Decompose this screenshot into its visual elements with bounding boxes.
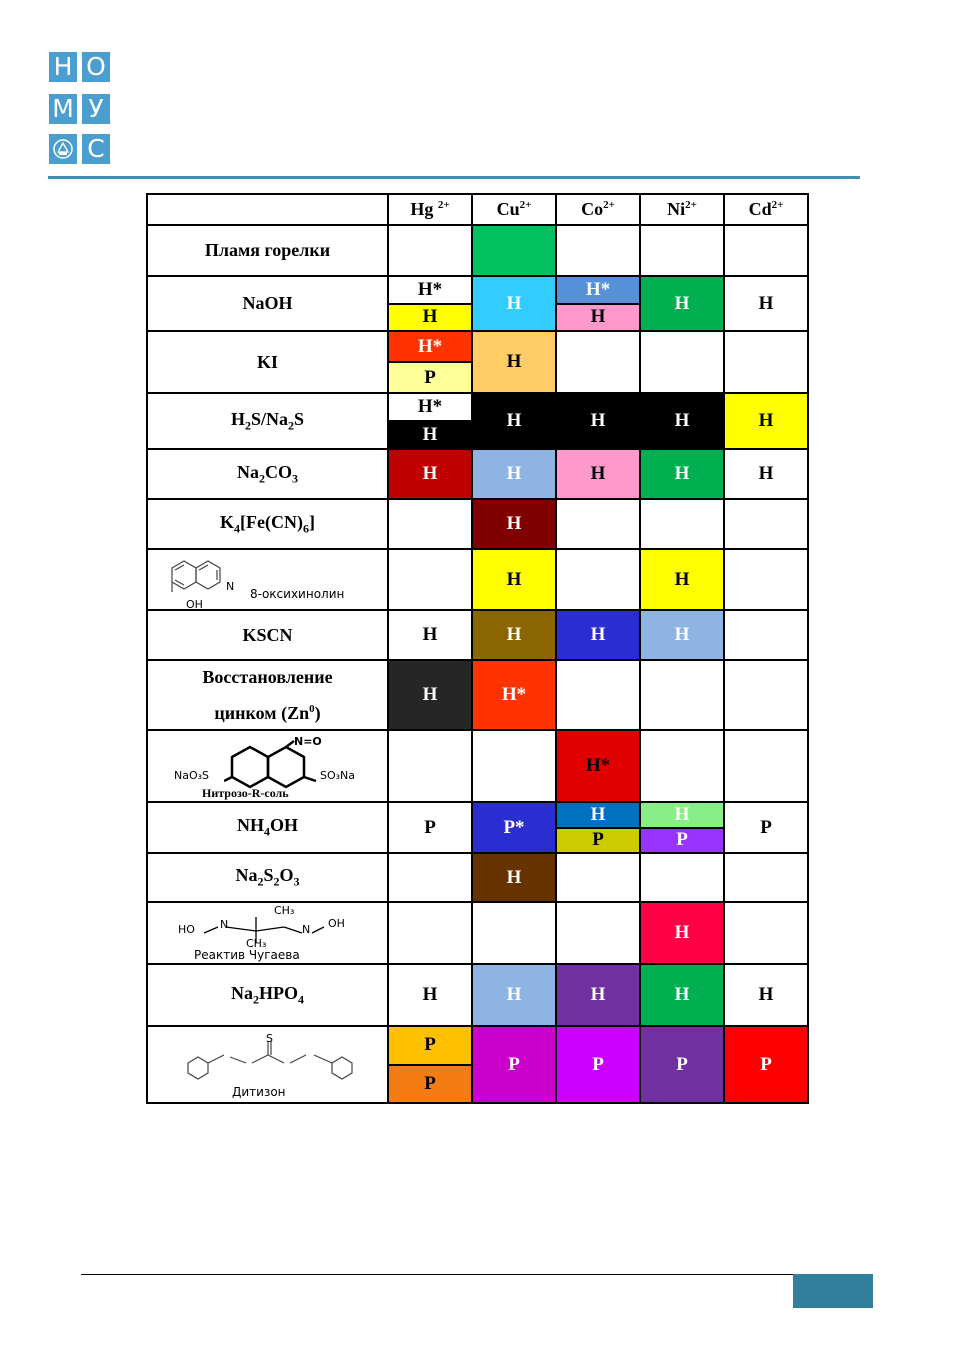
table-row: [147, 449, 808, 499]
sulfonate-right-label: SO₃Na: [320, 769, 356, 782]
cell-result: Н: [640, 393, 724, 449]
row-label: KI: [147, 331, 388, 393]
oxyquinoline-structure: [148, 550, 387, 609]
cell-empty: [724, 730, 808, 802]
table-row: [147, 549, 808, 610]
cell-result: Н*: [472, 660, 556, 730]
table-row: [147, 730, 808, 802]
table-row: [147, 393, 808, 449]
row-label: KSCN: [147, 610, 388, 660]
nitroso-r-salt-structure: [148, 731, 387, 801]
structure-caption: Нитрозо-R-соль: [202, 786, 289, 800]
cell-empty: [640, 853, 724, 902]
cell-result: Н: [388, 964, 472, 1026]
cell-empty: [556, 225, 640, 276]
cell-result: Н: [640, 902, 724, 964]
row-label-line: Восстановление: [202, 667, 333, 687]
table-row: [147, 1026, 808, 1103]
cell-result: Н: [556, 610, 640, 660]
structure-caption: 8-оксихинолин: [250, 587, 345, 601]
cell-split: [388, 393, 472, 449]
nitroso-group-label: N=O: [294, 735, 322, 748]
cell-empty: [640, 660, 724, 730]
n-label: N: [226, 580, 235, 593]
table-row: [147, 964, 808, 1026]
cell-result: Р: [641, 827, 723, 853]
column-header-cu: $Cu^{2+}$: [472, 194, 556, 225]
header-rule: [48, 176, 860, 179]
emblem-icon: [49, 134, 77, 164]
cell-result: Н: [472, 853, 556, 902]
cell-result: Н*: [557, 277, 639, 303]
cell-result: Н: [472, 549, 556, 610]
cell-result: Н: [472, 276, 556, 331]
cell-result: Р*: [472, 802, 556, 853]
cell-empty: [556, 902, 640, 964]
cell-result: Н: [389, 420, 471, 448]
cell-empty: [388, 225, 472, 276]
structure-caption: Реактив Чугаева: [194, 948, 300, 962]
cell-empty: [556, 660, 640, 730]
cell-result: Р: [388, 802, 472, 853]
column-header-ni: $Ni^{2+}$: [640, 194, 724, 225]
cell-result: Н: [724, 276, 808, 331]
row-label: $Na_2CO_3$: [147, 449, 388, 499]
cell-result: Н*: [389, 332, 471, 361]
cell-result: Н: [556, 393, 640, 449]
cell-empty: [556, 853, 640, 902]
cell-empty: [724, 660, 808, 730]
cell-empty: [472, 902, 556, 964]
sulfonate-left-label: NaO₃S: [174, 769, 210, 782]
cell-split: [388, 1026, 472, 1103]
cell-result: Н: [556, 964, 640, 1026]
cell-split: [388, 276, 472, 331]
cell-empty: [388, 549, 472, 610]
cell-result: Н: [724, 449, 808, 499]
cell-empty: [388, 730, 472, 802]
oh-label: OH: [186, 598, 203, 611]
cell-empty: [724, 225, 808, 276]
cell-result: Н: [389, 303, 471, 331]
ion-reactions-table: [146, 193, 809, 1104]
cell-result: Р: [640, 1026, 724, 1103]
logo-tile: М: [49, 94, 77, 124]
row-label: [147, 660, 388, 730]
table-row: [147, 225, 808, 276]
cell-result: Н: [388, 660, 472, 730]
sulfur-label: S: [266, 1032, 273, 1045]
header-row: [147, 194, 808, 225]
cell-result: Н: [472, 964, 556, 1026]
row-label: $NH_4OH$: [147, 802, 388, 853]
dithizone-structure: [148, 1027, 387, 1102]
cell-result: Р: [472, 1026, 556, 1103]
cell-result: Н: [557, 303, 639, 331]
cell-result: Н*: [556, 730, 640, 802]
row-label: Пламя горелки: [147, 225, 388, 276]
structure-caption: Дитизон: [232, 1085, 286, 1099]
cell-empty: [556, 549, 640, 610]
cell-result: Н: [640, 964, 724, 1026]
ho-label: HO: [178, 923, 195, 936]
cell-result: Р: [389, 361, 471, 392]
n-label: N: [220, 918, 229, 931]
row-label: $K_4[Fe(CN)_6]$: [147, 499, 388, 549]
row-label: $H_2S/Na_2S$: [147, 393, 388, 449]
table-row: [147, 660, 808, 730]
table-row: [147, 499, 808, 549]
cell-empty: [724, 853, 808, 902]
cell-result: Р: [557, 827, 639, 853]
cell-empty: [724, 610, 808, 660]
row-label-line: цинком (Zn$^0$): [214, 703, 321, 723]
cell-split: [388, 331, 472, 393]
oh-label: OH: [328, 917, 345, 930]
cell-result: Н: [472, 499, 556, 549]
ch3-label: CH₃: [274, 904, 295, 917]
logo-tile: Н: [49, 52, 77, 82]
cell-color: [472, 225, 556, 276]
cell-result: Р: [389, 1027, 471, 1064]
cell-result: Н: [640, 449, 724, 499]
footer-rule: [81, 1274, 793, 1275]
cell-result: Н: [640, 610, 724, 660]
cell-result: Н: [724, 964, 808, 1026]
column-header-cd: $Cd^{2+}$: [724, 194, 808, 225]
cell-result: Н: [472, 331, 556, 393]
logo-tile: С: [82, 134, 110, 164]
row-label: NaOH: [147, 276, 388, 331]
cell-result: Н: [472, 393, 556, 449]
cell-result: Н: [724, 393, 808, 449]
page-number-box: [793, 1274, 873, 1308]
cell-empty: [640, 331, 724, 393]
logo-tile: У: [82, 94, 110, 124]
row-label: $Na_2HPO_4$: [147, 964, 388, 1026]
table-row: [147, 276, 808, 331]
cell-result: Н*: [389, 394, 471, 420]
n-label: N: [302, 923, 311, 936]
cell-result: Н: [557, 803, 639, 827]
cell-empty: [724, 331, 808, 393]
table-row: [147, 331, 808, 393]
corner-cell: [147, 194, 388, 225]
column-header-co: $Co^{2+}$: [556, 194, 640, 225]
table-row: [147, 902, 808, 964]
cell-result: Р: [724, 1026, 808, 1103]
cell-result: Н: [641, 803, 723, 827]
table-row: [147, 610, 808, 660]
cell-result: Н: [388, 610, 472, 660]
chugaev-reagent-structure: [148, 903, 387, 963]
ch3-label: CH₃: [246, 937, 267, 950]
cell-empty: [472, 730, 556, 802]
cell-empty: [556, 499, 640, 549]
row-label-structure: [147, 730, 388, 802]
cell-result: Н: [472, 610, 556, 660]
cell-empty: [640, 499, 724, 549]
nomus-logo: [49, 52, 111, 166]
cell-empty: [724, 549, 808, 610]
cell-result: Н*: [389, 277, 471, 303]
cell-result: Н: [640, 276, 724, 331]
row-label-structure: [147, 549, 388, 610]
cell-result: Р: [556, 1026, 640, 1103]
cell-empty: [388, 902, 472, 964]
quinoline-ring-icon: [166, 556, 236, 600]
cell-split: [556, 276, 640, 331]
cell-empty: [640, 225, 724, 276]
cell-result: Н: [640, 549, 724, 610]
cell-split: [640, 802, 724, 853]
row-label-structure: [147, 902, 388, 964]
cell-empty: [388, 853, 472, 902]
cell-empty: [724, 499, 808, 549]
table-row: [147, 853, 808, 902]
logo-tile: О: [82, 52, 110, 82]
table-row: [147, 802, 808, 853]
cell-result: Р: [724, 802, 808, 853]
cell-empty: [724, 902, 808, 964]
cell-result: Н: [388, 449, 472, 499]
cell-empty: [640, 730, 724, 802]
cell-empty: [388, 499, 472, 549]
column-header-hg: Hg $^{2+}$: [388, 194, 472, 225]
cell-result: Н: [472, 449, 556, 499]
cell-result: Р: [389, 1064, 471, 1103]
cell-split: [556, 802, 640, 853]
row-label-structure: [147, 1026, 388, 1103]
row-label: $Na_2S_2O_3$: [147, 853, 388, 902]
cell-result: Н: [556, 449, 640, 499]
cell-empty: [556, 331, 640, 393]
